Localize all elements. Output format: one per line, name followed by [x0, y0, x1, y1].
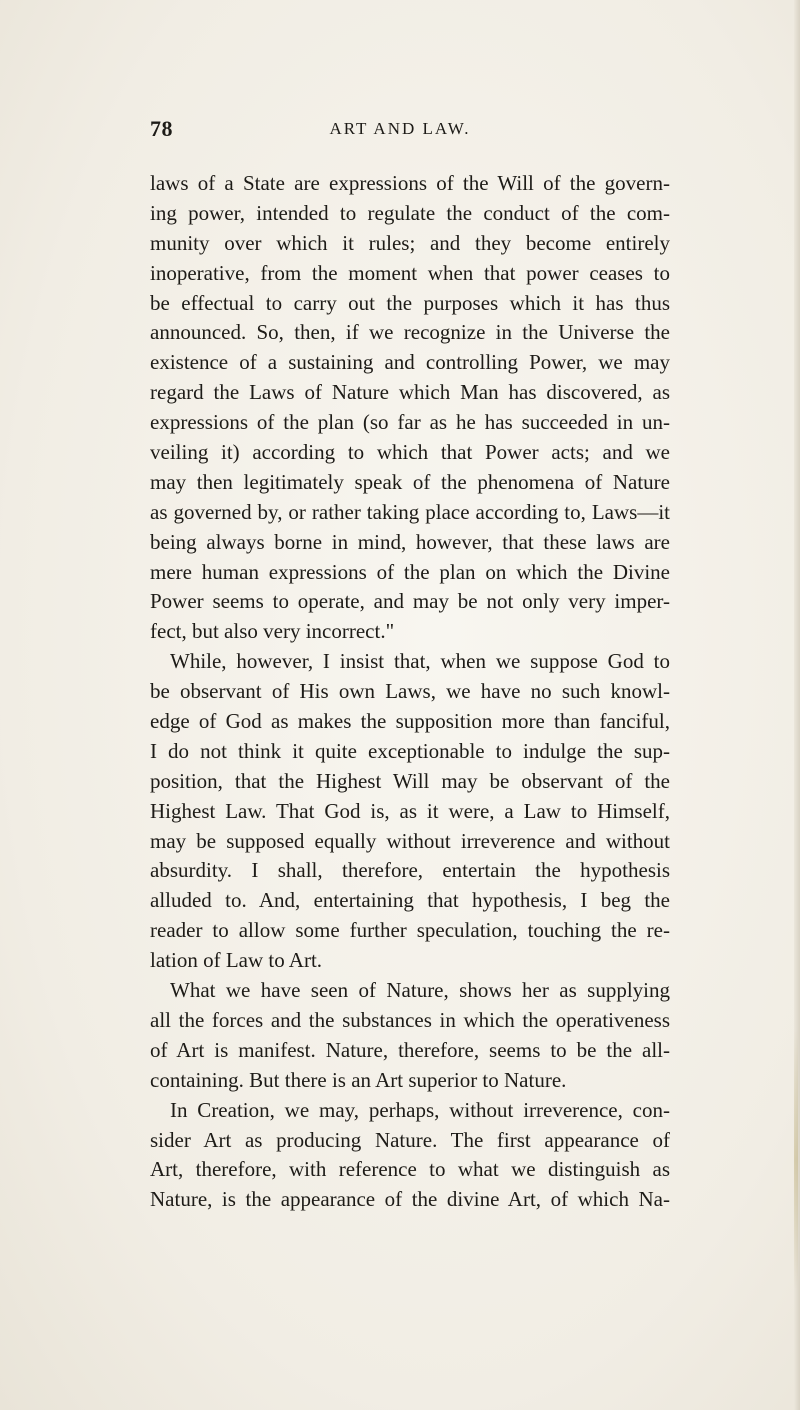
text-line: be effectual to carry out the purposes which it has thus [150, 290, 670, 315]
page-stain [794, 1030, 798, 1290]
text-line: While, however, I insist that, when we suppose God to [170, 649, 670, 674]
text-line: as governed by, or rather taking place according to, Laws—it [150, 499, 670, 524]
text-line: alluded to. And, entertaining that hypothesis, I beg the [150, 888, 670, 913]
text-line: may be supposed equally without irreverence and without [150, 828, 670, 853]
text-line: be observant of His own Laws, we have no such knowl- [150, 679, 670, 704]
text-line: Power seems to operate, and may be not only very imper- [150, 589, 670, 614]
text-line: mere human expressions of the plan on which the Divine [150, 559, 670, 584]
running-head: ART AND LAW. [329, 119, 471, 138]
text-line: position, that the Highest Will may be observant of the [150, 768, 670, 793]
text-line: What we have seen of Nature, shows her as supplying [170, 978, 670, 1003]
text-line: Art, therefore, with reference to what we distinguish as [150, 1157, 670, 1182]
text-line: containing. But there is an Art superior to Nature. [150, 1067, 567, 1092]
page-header [0, 116, 800, 144]
text-line: Nature, is the appearance of the divine Art, of which Na- [150, 1187, 670, 1212]
text-line: edge of God as makes the supposition more than fanciful, [150, 709, 670, 734]
text-line: regard the Laws of Nature which Man has discovered, as [150, 380, 670, 405]
text-line: fect, but also very incorrect." [150, 619, 395, 644]
text-line: sider Art as producing Nature. The first appearance of [150, 1127, 670, 1152]
text-line: In Creation, we may, perhaps, without irreverence, con- [170, 1097, 670, 1122]
text-line: expressions of the plan (so far as he has succeeded in un- [150, 410, 670, 435]
text-line: of Art is manifest. Nature, therefore, seems to be the all- [150, 1037, 670, 1062]
text-line: may then legitimately speak of the phenomena of Nature [150, 469, 670, 494]
text-line: being always borne in mind, however, that these laws are [150, 529, 670, 554]
text-line: Highest Law. That God is, as it were, a Law to Himself, [150, 798, 670, 823]
text-line: announced. So, then, if we recognize in the Universe the [150, 320, 670, 345]
text-line: veiling it) according to which that Power acts; and we [150, 440, 670, 465]
page-number: 78 [150, 116, 173, 141]
text-line: reader to allow some further speculation, touching the re- [150, 918, 670, 943]
text-line: I do not think it quite exceptionable to indulge the sup- [150, 738, 670, 763]
text-line: absurdity. I shall, therefore, entertain the hypothesis [150, 858, 670, 883]
text-line: ing power, intended to regulate the conduct of the com- [150, 200, 670, 225]
text-line: lation of Law to Art. [150, 948, 323, 973]
text-line: inoperative, from the moment when that power ceases to [150, 260, 670, 285]
text-line: munity over which it rules; and they become entirely [150, 230, 670, 255]
body-text [150, 169, 670, 1215]
text-line: existence of a sustaining and controlling Power, we may [150, 350, 670, 375]
text-line: all the forces and the substances in which the operativeness [150, 1007, 670, 1032]
text-line: laws of a State are expressions of the Will of the govern- [150, 171, 670, 195]
